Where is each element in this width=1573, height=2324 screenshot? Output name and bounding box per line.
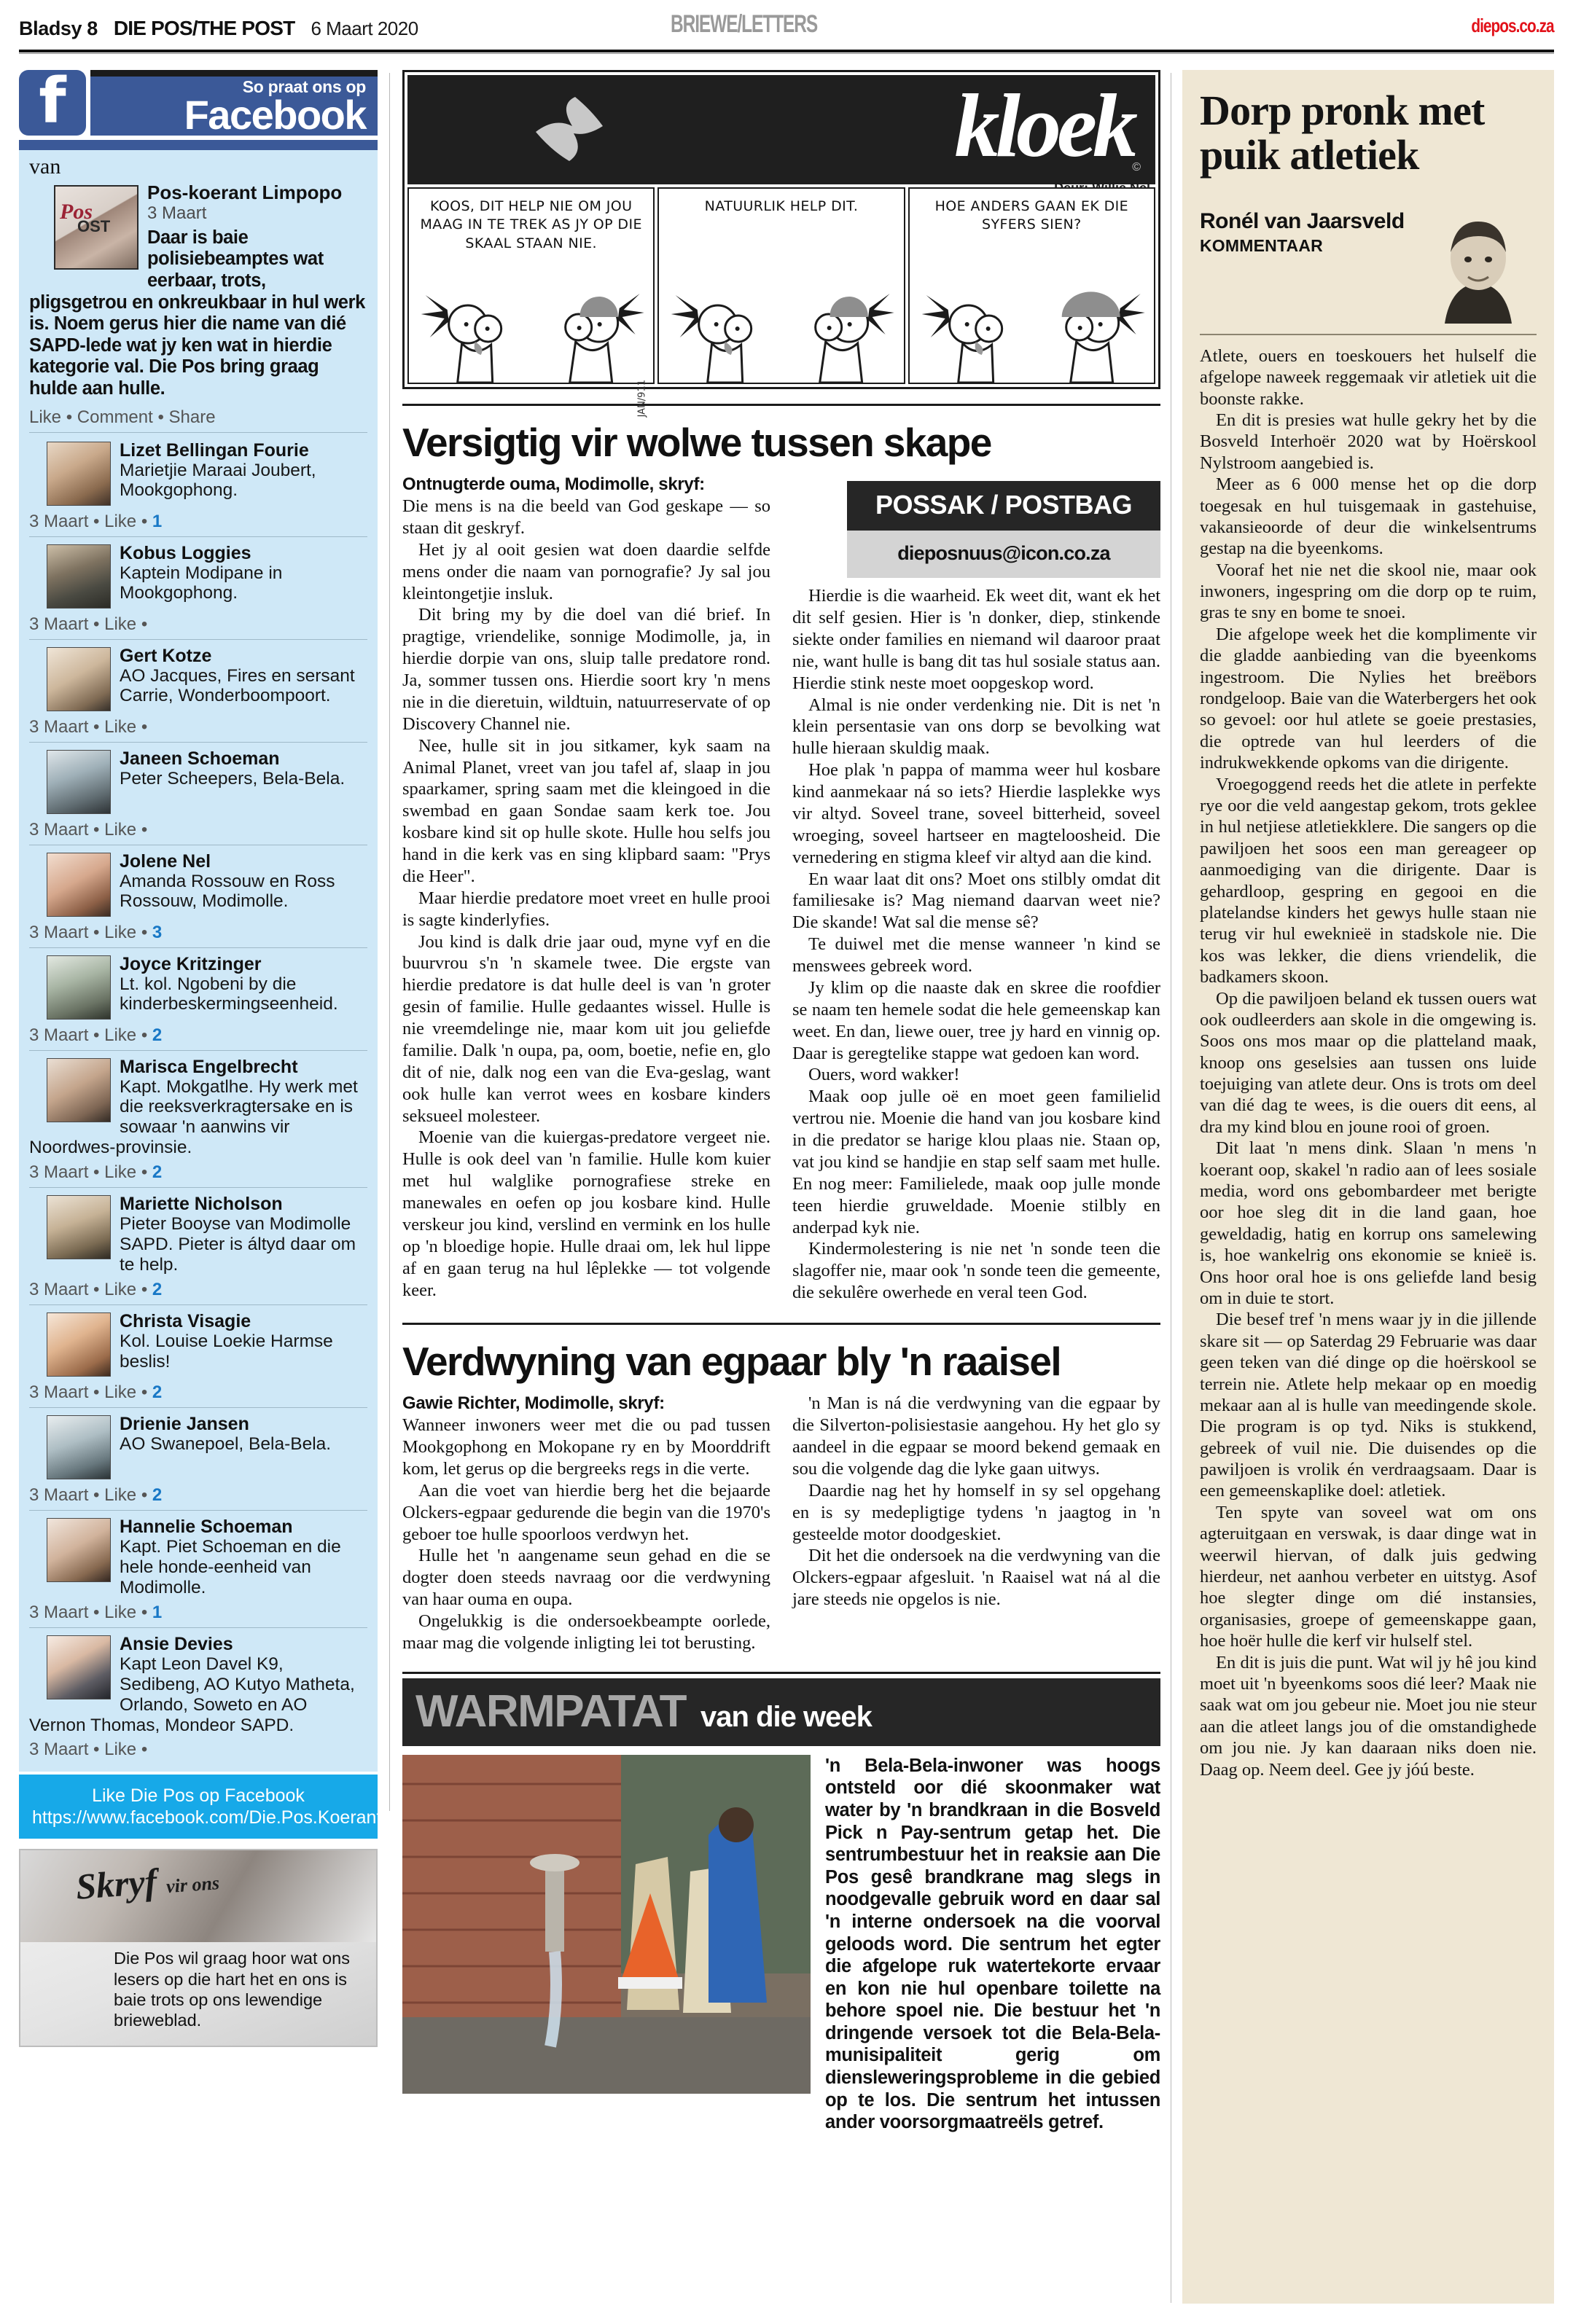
paragraph: Hulle het 'n aangename seun gehad en die se dogter doen steeds navraag oor die verdwyning van haar ouma en oupa. [402, 1546, 770, 1610]
like-button[interactable]: Like [104, 922, 137, 942]
list-item [29, 1311, 367, 1378]
facebook-strip [19, 140, 378, 150]
possak-email[interactable]: dieposnuus@icon.co.za [847, 531, 1160, 578]
article-body [402, 474, 1160, 1304]
cartoon-panel [908, 187, 1155, 384]
comment-author[interactable]: Mariette Nicholson [120, 1194, 283, 1215]
avatar [1420, 210, 1537, 324]
rule [402, 404, 1160, 406]
second-article-title: Verdwyning van egpaar bly 'n raaisel [402, 1339, 1061, 1385]
facebook-footer-link[interactable]: Like Die Pos op Facebook https://www.facebook.com/Die.Pos.Koerant [19, 1775, 378, 1839]
like-count: 2 [152, 1162, 163, 1183]
avatar [47, 1415, 111, 1479]
paragraph: Ouers, word wakker! [808, 1065, 960, 1085]
list-item [29, 954, 367, 1021]
comment-text: Lt. kol. Ngobeni by die kinderbeskermingseenheid. [120, 974, 338, 1014]
cartoon-figures [659, 288, 903, 383]
comment-text: AO Swanepoel, Bela-Bela. [120, 1433, 332, 1454]
paragraph: En dit is juis die punt. Wat wil jy hê jou kind moet uit 'n byeenkoms soos dié leer? Maak nie saak wat om jou gebeur nie. Moet jou nie steur aan die atleet langs jou of die omstandighede om jou nie. Jy kan daaraan niks doen nie. Daag op. Neem deel. Gee jy jóú beste. [1200, 1652, 1537, 1780]
comment-author[interactable]: Drienie Jansen [120, 1413, 249, 1434]
publication-title: DIE POS/THE POST [113, 17, 295, 39]
list-item [29, 851, 367, 918]
comment-text: AO Jacques, Fires en sersant Carrie, Wonderboompoort. [120, 665, 355, 706]
copyright-icon: © [1132, 161, 1141, 173]
warmpatat-subtitle: van die week [700, 1700, 872, 1733]
opinion-label: KOMMENTAAR [1200, 236, 1323, 256]
paragraph: Wanneer inwoners weer met die ou pad tussen Mookgophong en Mokopane ry en by Moorddrift kom, let gerus op die bergreeks regs in die verte. [402, 1415, 770, 1479]
comment-meta[interactable]: 3 Maart • Like • 1 [29, 1602, 163, 1622]
like-count: 2 [152, 1025, 163, 1045]
cartoon-block [402, 70, 1160, 418]
divider [29, 639, 367, 640]
paragraph: Die mens is na die beeld van God geskape — so staan dit geskryf. [402, 496, 770, 538]
opinion-body [1200, 345, 1537, 1780]
avatar [47, 1312, 111, 1377]
cartoon-title-bar [407, 75, 1155, 184]
comment-author[interactable]: Janeen Schoeman [120, 748, 280, 769]
facebook-post [29, 182, 367, 400]
paragraph: Maar hierdie predatore moet vreet en hulle prooi is sagte kinderlyfies. [402, 888, 770, 930]
facebook-van-label: van [29, 154, 61, 179]
paragraph: Meer as 6 000 mense het op die dorp toegesak en hul tuisgemaak in gastehuise, vakansieoorde of deur die winkelsentrums gestap na die byeenkoms. [1200, 474, 1537, 559]
cartoon-panel [407, 187, 655, 418]
facebook-sidebar [19, 70, 382, 2047]
comment-meta[interactable]: 3 Maart • Like • 2 [29, 1279, 163, 1299]
avatar [47, 1635, 111, 1699]
paragraph: Jou kind is dalk drie jaar oud, myne vyf en die buurvrou s'n 'n skamele twee. Die ergste van hierdie predatore is dat hulle deel is van 'n groter gesin of familie. Hulle gedaantes wissel. Hulle is nie vreemdelinge nie, maar kom uit jou geliefde familie. Dalk 'n oupa, pa, oom, boetie, nefie en, glo dit of nie, dalk nog een van die Eva-geslag, want ook hulle kan verrot wees en kosbare kinders seksueel molesteer. [402, 931, 770, 1126]
skryf-text: Die Pos wil graag hoor wat ons lesers op die hart het en ons is baie trots op ons lewendige brieweblad. [114, 1949, 350, 2030]
comment-meta[interactable]: 3 Maart • Like • [29, 614, 148, 634]
like-button[interactable]: Like [104, 1740, 137, 1760]
cartoon-title: kloek [954, 76, 1133, 176]
comment-text: Marietjie Maraai Joubert, Mookgophong. [120, 460, 316, 501]
facebook-banner-sub: So praat ons op [242, 77, 366, 96]
cartoon-signature: JAN/911 [636, 380, 648, 418]
article-byline: Gawie Richter, Modimolle, skryf: [402, 1393, 665, 1414]
comment-meta[interactable]: 3 Maart • Like • 1 [29, 511, 163, 531]
second-article-body [402, 1393, 1160, 1654]
paragraph: Dit bring my by die doel van dié brief. In pragtige, vriendelike, sonnige Modimolle, ja, in hierdie dorpie van ons, sluip talle predatore rond. Ja, sommer tussen ons. Hierdie soort kry 'n mens nie in die dieretuin, wildtuin, natuurreservate of op Discovery Channel nie. [402, 605, 770, 734]
publication-date: 6 Maart 2020 [311, 17, 418, 39]
comment-author[interactable]: Gert Kotze [120, 645, 212, 666]
paragraph: Op die pawiljoen beland ek tussen ouers wat ook oudleerders aan skole in die omgewing is. Soos ons mos maar op die platteland maak, knoop ons geselsies aan tussen ons luide toejuiging van atlete deur. Ons is trots om deel van dié dag te wees, is die ouers dit eens, al dra my kind blou en joune rooi of groen. [1200, 988, 1537, 1137]
comment-date: 3 Maart [29, 922, 89, 942]
comment-meta[interactable]: 3 Maart • Like • 3 [29, 922, 163, 942]
list-item [29, 440, 367, 507]
paragraph: Almal is nie onder verdenking nie. Dit is net 'n klein persentasie van ons dorp se bevolking wat hulle hieraan skuldig maak. [792, 695, 1160, 759]
like-button[interactable]: Like [104, 819, 137, 840]
comment-author[interactable]: Joyce Kritzinger [120, 953, 262, 974]
comment-text: Amanda Rossouw en Ross Rossouw, Modimolle. [120, 871, 335, 912]
divider [29, 1050, 367, 1051]
paragraph: Dit het die ondersoek na die verdwyning van die Olckers-egpaar afgesluit. 'n Raaisel wat ná al die jare steeds nie opgelos is nie. [792, 1546, 1160, 1610]
paragraph: Aan die voet van hierdie berg het die bejaarde Olckers-egpaar gedurende die begin van die 1970's geboer toe hulle spoorloos verdwyn het. [402, 1480, 770, 1544]
comment-meta[interactable]: 3 Maart • Like • 2 [29, 1025, 163, 1045]
comment-meta[interactable]: 3 Maart • Like • 2 [29, 1484, 163, 1505]
page-number: Bladsy 8 [19, 17, 98, 39]
comment-meta[interactable]: 3 Maart • Like • 2 [29, 1382, 163, 1402]
comment-text: Pieter Booyse van Modimolle SAPD. Pieter is áltyd daar om te help. [120, 1214, 356, 1275]
comment-meta[interactable]: 3 Maart • Like • [29, 819, 148, 840]
comment-author[interactable]: Hannelie Schoeman [120, 1516, 293, 1537]
cartoon-bubble-text: KOOS, DIT HELP NIE OM JOU MAAG IN TE TREK AS JY OP DIE SKAAL STAAN NIE. [420, 198, 642, 251]
divider [29, 1304, 367, 1305]
comment-date: 3 Maart [29, 819, 89, 840]
cartoon-bubble-text: HOE ANDERS GAAN EK DIE SYFERS SIEN? [934, 198, 1129, 233]
swoosh-icon [530, 88, 617, 168]
comment-author[interactable]: Lizet Bellingan Fourie [120, 439, 309, 461]
comment-date: 3 Maart [29, 511, 89, 531]
paragraph: Het jy al ooit gesien wat doen daardie selfde mens onder die naam van pornografie? Jy sal jou kleintongetjie insluk. [402, 539, 770, 603]
divider [29, 742, 367, 743]
skryf-logo: Skryf vir ons [74, 1861, 220, 1908]
website-url[interactable]: diepos.co.za [1471, 15, 1554, 36]
paragraph: Jy klim op die naaste dak en skree die roofdier se naam ten hemele sodat die hele gemeenskap kan weet. En dan, liewe ouer, tree jy hard en vinnig op. Daar is geregtelike stappe wat gedoen kan word. [792, 977, 1160, 1063]
list-item [29, 748, 367, 815]
divider [29, 536, 367, 537]
comment-meta[interactable]: 3 Maart • Like • 2 [29, 1162, 163, 1183]
comment-date: 3 Maart [29, 614, 89, 634]
facebook-banner [90, 70, 378, 136]
comment-author[interactable]: Christa Visagie [120, 1310, 251, 1331]
comment-text: Kapt. Piet Schoeman en die hele honde-eenheid van Modimolle. [120, 1536, 341, 1597]
masthead-left [0, 17, 418, 40]
like-count: 3 [152, 922, 163, 942]
avatar [47, 1058, 111, 1122]
warmpatat-photo [402, 1755, 811, 2094]
comment-date: 3 Maart [29, 1602, 89, 1622]
comment-author[interactable]: Jolene Nel [120, 850, 211, 872]
comment-meta[interactable]: 3 Maart • Like • [29, 716, 148, 737]
paragraph: 'n Man is ná die verdwyning van die egpaar by die Silverton-polisiestasie aangehou. Hy het glo sy aandeel in die egpaar se moord bekend gemaak en sou die volgende dag die lyke gaan uitwys. [792, 1393, 1160, 1479]
page-title: Versigtig vir wolwe tussen skape [402, 420, 991, 465]
skryf-logo-small: vir ons [165, 1872, 220, 1898]
comment-text: Kapt. Mokgatlhe. Hy werk met die reeksverkragtersake en is sowaar 'n aanwins vir Noordwes-provinsie. [29, 1076, 358, 1158]
skryf-vir-ons-box [19, 1849, 378, 2047]
column-divider-1 [389, 73, 390, 1811]
like-count: 2 [152, 1484, 163, 1505]
comment-text: Kaptein Modipane in Mookgophong. [120, 563, 283, 603]
avatar [47, 647, 111, 711]
paragraph: Daardie nag het hy homself in sy sel opgehang en is sy medepligtige tydens 'n jaagtog in 'n gesteelde motor doodgeskiet. [792, 1480, 1160, 1544]
possak-box [847, 481, 1160, 578]
comment-date: 3 Maart [29, 1162, 89, 1183]
list-item [29, 1414, 367, 1481]
comment-date: 3 Maart [29, 1279, 89, 1299]
rule [1200, 334, 1537, 335]
opinion-column [1182, 70, 1554, 2304]
paragraph: Atlete, ouers en toeskouers het hulself die afgelope naweek reggemaak vir atletiek uit die boonste rakke. [1200, 345, 1537, 409]
cartoon-figures [910, 288, 1154, 383]
comment-text: Peter Scheepers, Bela-Bela. [120, 768, 346, 789]
list-item [29, 1634, 367, 1736]
avatar [47, 750, 111, 814]
avatar [47, 442, 111, 506]
section-title: BRIEWE/LETTERS [671, 10, 818, 38]
like-count: 1 [152, 1602, 163, 1622]
facebook-post-actions[interactable]: Like • Comment • Share [29, 407, 216, 427]
list-item [29, 1194, 367, 1275]
like-button[interactable]: Like [104, 1602, 137, 1622]
facebook-logo-icon [19, 70, 86, 136]
comment-meta[interactable]: 3 Maart • Like • [29, 1740, 148, 1760]
list-item [29, 646, 367, 713]
masthead-rule-thin [19, 53, 1554, 54]
paragraph: Kindermolestering is nie net 'n sonde teen die slagoffer nie, maar ook 'n sonde teen die gemeente, die sekulêre owerhede en veral teen God. [792, 1239, 1160, 1303]
facebook-post-date: 3 Maart [147, 203, 207, 224]
warmpatat-text: 'n Bela-Bela-inwoner was hoogs ontsteld oor dié skoonmaker wat water by 'n brandkraan in die Bosveld Pick n Pay-sentrum getap het. Die sentrumbestuur het in reaksie aan Die Pos gesê brandkrane mag slegs in noodgevalle gebruik word en daar sal 'n interne ondersoek na die voorval geloods word. Die sentrum het egter die afgelope ruk watertekorte ervaar en kon nie hul openbare toilette na behore spoel nie. Die bestuur het 'n dringende versoek tot die Bela-Bela-munisipaliteit gerig om diensleweringsprobleme in die gebied op te los. Die sentrum het intussen ander voorsorgmaatreëls getref. [825, 1755, 1160, 2133]
facebook-feed [19, 150, 378, 1772]
list-item [29, 1517, 367, 1598]
divider [29, 1187, 367, 1188]
comment-text: Kapt Leon Davel K9, Sedibeng, AO Kutyo Matheta, Orlando, Soweto en AO Vernon Thomas, Mondeor SAPD. [29, 1654, 355, 1735]
photo-illustration [402, 1755, 811, 2094]
facebook-banner-title: Facebook [184, 92, 366, 138]
avatar [47, 544, 111, 609]
avatar [47, 853, 111, 917]
comment-date: 3 Maart [29, 1382, 89, 1402]
opinion-title: Dorp pronk met puik atletiek [1200, 87, 1485, 179]
paragraph: Hierdie is die waarheid. Ek weet dit, want ek het dit self gesien. Hier is 'n donker, diep, stinkende siekte onder families en niemand wil daaroor praat nie, want hulle is bang dit tas hul sosiale status aan. Hierdie stink neste moet oopgeskop word. [792, 586, 1160, 693]
warmpatat-title: WARMPATAT [415, 1686, 687, 1737]
paragraph: Vroegoggend reeds het die atlete in perfekte rye oor die veld aangestap gekom, trots geklee in hul netjiese atletiekklere. Die sangers op die pawiljoen het soos een man gereageer op aanmoediging van die dirigente. Daar is gehardloop, gespring en gegooi en die platelandse kinders het gewys hulle staan nie terug vir hul eweknieë in stadskole nie. Die kos was lekker, die diens vriendelik, die badkamers skoon. [1200, 774, 1537, 987]
paragraph: Nee, hulle sit in jou sitkamer, kyk saam na Animal Planet, vreet van jou tafel af, slaap in jou spaarkamer, spring saam met die kleingoed in die swembad en gaan Sondae saam kerk toe. Jou kosbare kind sit op hulle skote. Hulle hou selfs jou hand in die kerk vas en sing klipbard saam: "Prys die Heer". [402, 735, 770, 886]
divider [29, 947, 367, 948]
paragraph: Die besef tref 'n mens waar jy in die jillende skare sit — op Saterdag 29 Februarie was daar geen teken van dié dinge op die hoërskool se terrein nie. Atlete help mekaar op en moedig mekaar aan al is hulle van meedingende skole. Die program is op tyd. Niks is stukkend, gebreek of vuil nie. Die duisendes op die pawiljoen is vrolik én verdraagsaam. Daar is een gemeenskaplike doel: atletiek. [1200, 1310, 1537, 1501]
warmpatat-content [402, 1755, 1160, 2134]
divider [29, 1407, 367, 1408]
paragraph: Dit laat 'n mens dink. Slaan 'n mens 'n koerant oop, skakel 'n radio aan of lees sosiale media, word ons gebombardeer met berigte oor hoe sleg dit in die land gaan, hoe geweldadig, hatig en korrup ons samelewing is, hoe wankelrig ons ekonomie se knieë is. Ons hoor oral hoe is ons geliefde land besig om in duie te stort. [1200, 1138, 1537, 1308]
comment-date: 3 Maart [29, 1025, 89, 1045]
article-byline: Ontnugterde ouma, Modimolle, skryf: [402, 474, 705, 495]
masthead-rule [19, 50, 1554, 52]
divider [29, 432, 367, 433]
paragraph: Te duiwel met die mense wanneer 'n kind se menswees gebreek word. [792, 934, 1160, 977]
paragraph: Moenie van die kuiergas-predatore vergeet nie. Hulle is ook deel van 'n familie. Hulle kom kuier met hul walglike pornografiese streke en manewales en oefen op jou kosbare kind. Hulle verskeur jou kind, verslind en vermink en los hulle op 'n bloedige hopie. Hulle draai om, lek hul lippe af en gaan terug na hul lêplekke — tot volgende keer. [402, 1127, 770, 1300]
facebook-post-text: Daar is baie polisiebeamptes wat eerbaar, trots, pligsgetrou en onkreukbaar in hul werk is. Noem gerus hier die name van dié SAPD-lede wat jy ken wat in hierdie kategorie val. Die Pos bring graag hulde aan hulle. [29, 227, 365, 399]
paragraph: Ongelukkig is die ondersoekbeampte oorlede, maar mag die volgende inligting lei tot berusting. [402, 1611, 770, 1653]
opinion-author: Ronél van Jaarsveld [1200, 208, 1405, 233]
portrait-illustration [1420, 210, 1537, 324]
cartoon-panel [657, 187, 905, 384]
cartoon-panels [407, 187, 1155, 418]
paragraph: Ten spyte van soveel wat om ons agteruitgaan en verswak, is daar dinge wat in weerwil hiervan, of dalk juis gedwing hierdeur, net aanhou verbeter en uitstyg. Asof hoe slegter dinge om dié instansies, organisasies, groepe of gemeenskappe gaan, hoe hoër hulle die kerf vir hulself stel. [1200, 1502, 1537, 1651]
possak-title: POSSAK / POSTBAG [847, 481, 1160, 531]
main-content [402, 70, 1160, 2134]
paragraph: En waar laat dit ons? Moet ons stilbly omdat dit familiesake is? Mag niemand daarvan weet nie? Die skande! Wat sal die mense sê? [792, 869, 1160, 933]
comment-date: 3 Maart [29, 1484, 89, 1505]
comment-author[interactable]: Ansie Devies [120, 1633, 233, 1654]
rule [402, 1323, 1160, 1325]
like-count: 1 [152, 511, 163, 531]
facebook-post-author[interactable]: Pos-koerant Limpopo [147, 181, 343, 203]
avatar [54, 185, 138, 270]
opinion-byline [1200, 210, 1537, 324]
like-count: 2 [152, 1279, 163, 1299]
masthead [0, 0, 1573, 57]
cartoon-figures [409, 288, 653, 383]
like-button[interactable]: Like [104, 1382, 137, 1402]
rule [402, 1672, 1160, 1674]
paragraph: Die afgelope week het die komplimente vir die gladde aanbieding van die byeenkoms ingestroom. Die Nylies het breëbors rondgeloop. Baie van die Waterbergers het ook so gevoel: oor hul atlete se goeie prestasies, die optrede van hul leerders of die indrukwekkende opkoms van die dirigente. [1200, 624, 1537, 773]
paragraph: Hoe plak 'n pappa of mamma weer hul kosbare kind aanmekaar ná so iets? Hierdie lasplekke wys vir altyd. Soveel trane, soveel bitterheid, soveel wroeging, soveel hartseer en magteloosheid. Die vernedering en stigma kleef vir altyd aan die kind. [792, 760, 1160, 867]
comment-author[interactable]: Marisca Engelbrecht [120, 1056, 298, 1077]
comment-text: Kol. Louise Loekie Harmse beslis! [120, 1331, 333, 1372]
like-button[interactable]: Like [104, 716, 137, 737]
paragraph: En dit is presies wat hulle gekry het by die Bosveld Interhoër 2020 wat by Hoërskool Nylstroom aangebied is. [1200, 410, 1537, 473]
divider [29, 1510, 367, 1511]
facebook-header [19, 70, 378, 136]
comment-date: 3 Maart [29, 1740, 89, 1760]
like-button[interactable]: Like [104, 614, 137, 634]
comment-author[interactable]: Kobus Loggies [120, 542, 251, 563]
paragraph: Vooraf het nie net die skool nie, maar ook inwoners, ingespring om die dorp op te ruim, gras te sny en bome te snoei. [1200, 560, 1537, 623]
like-button[interactable]: Like [104, 1484, 137, 1505]
like-button[interactable]: Like [104, 1025, 137, 1045]
like-button[interactable]: Like [104, 1162, 137, 1183]
like-button[interactable]: Like [104, 1279, 137, 1299]
avatar [47, 955, 111, 1020]
paragraph: Maak oop julle oë en moet geen familielid vertrou nie. Moenie die hand van jou kosbare kind in die predator se harige klou plaas nie. Staan op, vat jou kind se handjie en stap self saam met hulle. En nog meer: Familielede, maak oop julle monde teen hierdie gruweldade. Moenie stilbly en anderpad kyk nie. [792, 1087, 1160, 1237]
cartoon-bubble-text: NATUURLIK HELP DIT. [704, 198, 859, 214]
like-count: 2 [152, 1382, 163, 1402]
list-item [29, 1057, 367, 1159]
warmpatat-banner [402, 1678, 1160, 1746]
list-item [29, 543, 367, 610]
divider [29, 1627, 367, 1628]
comment-date: 3 Maart [29, 716, 89, 737]
avatar [47, 1518, 111, 1582]
avatar [47, 1195, 111, 1259]
like-button[interactable]: Like [104, 511, 137, 531]
